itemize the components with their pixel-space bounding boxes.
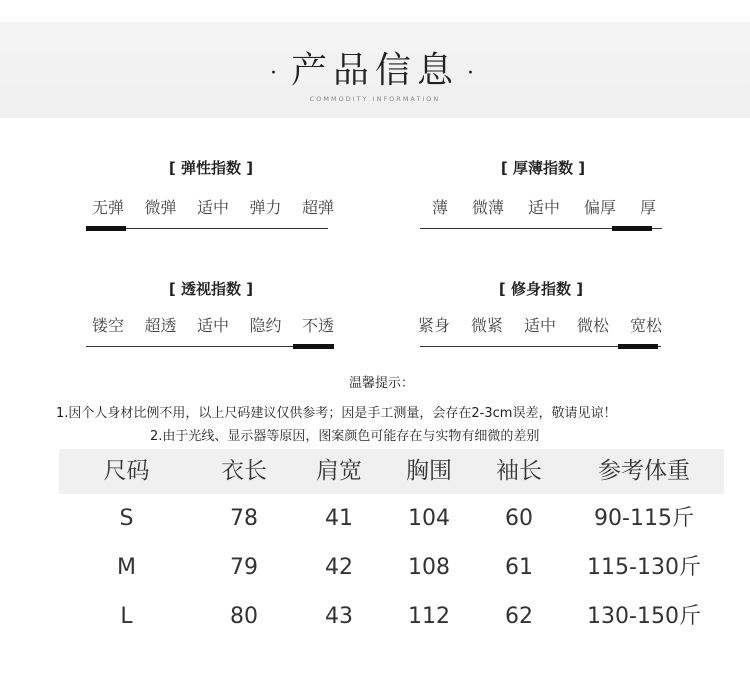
table-cell: 130-150斤 — [587, 604, 701, 629]
table-cell: S — [119, 506, 134, 531]
page-title — [0, 42, 750, 93]
scale-label: 薄 — [432, 198, 449, 217]
scale-title: [ 厚薄指数 ] — [500, 159, 586, 177]
scale-title: [ 修身指数 ] — [498, 280, 584, 298]
table-cell: 104 — [408, 506, 450, 531]
column-header: 参考体重 — [598, 458, 690, 484]
scale-label: 微弹 — [144, 198, 177, 217]
table-header-row — [59, 449, 724, 494]
table-cell: 78 — [230, 506, 258, 531]
title-dot-left: · — [269, 60, 283, 86]
table-cell: 62 — [505, 604, 533, 629]
size-table — [59, 449, 724, 641]
table-cell: 108 — [408, 555, 450, 580]
scale-selected-marker — [612, 226, 652, 231]
table-cell: 80 — [230, 604, 258, 629]
table-cell: M — [117, 555, 136, 580]
notes-line: 2.由于光线、显示器等原因，图案颜色可能存在与实物有细微的差别 — [150, 429, 540, 444]
scale-label: 不透 — [301, 316, 334, 335]
column-header: 尺码 — [103, 458, 150, 484]
table-cell: 61 — [505, 555, 533, 580]
scale-selected-marker — [618, 344, 658, 349]
table-cell: 60 — [505, 506, 533, 531]
table-cell: L — [120, 604, 133, 629]
scale-title: [ 弹性指数 ] — [168, 159, 254, 177]
notes-heading: 温馨提示： — [349, 376, 415, 391]
title-dot-right: · — [467, 60, 480, 86]
notes-line: 1.因个人身材比例不用，以上尺码建议仅供参考；因是手工测量，会存在2-3cm误差，敬请见谅！ — [56, 406, 617, 421]
table-cell: 90-115斤 — [594, 506, 694, 531]
table-row — [59, 592, 724, 641]
table-cell: 115-130斤 — [587, 555, 701, 580]
scale-label: 微松 — [576, 316, 609, 335]
scale-label: 偏厚 — [583, 198, 616, 217]
scale-labels — [86, 195, 336, 218]
scale-label: 超透 — [144, 316, 177, 335]
scale-label: 镂空 — [92, 316, 125, 335]
column-header: 袖长 — [496, 458, 542, 484]
table-row — [59, 494, 724, 543]
scale-labels — [86, 313, 336, 336]
scale-label: 适中 — [196, 316, 229, 335]
scale-labels — [416, 313, 666, 336]
table-cell: 43 — [325, 604, 353, 629]
scale-label: 弹力 — [249, 198, 282, 217]
table-cell: 112 — [408, 604, 450, 629]
scale-label: 微薄 — [471, 198, 504, 217]
scale-label: 无弹 — [92, 198, 125, 217]
scale-label: 隐约 — [249, 316, 282, 335]
scale-label: 适中 — [196, 198, 229, 217]
table-cell: 41 — [325, 506, 353, 531]
table-cell: 79 — [230, 555, 258, 580]
page-subtitle: COMMODITY INFORMATION — [309, 95, 441, 103]
scale-label: 厚 — [639, 198, 656, 217]
scale-selected-marker — [293, 344, 334, 349]
scale-label: 超弹 — [301, 198, 334, 217]
column-header: 肩宽 — [316, 458, 362, 484]
table-cell: 42 — [325, 555, 353, 580]
scale-label: 适中 — [527, 198, 560, 217]
title-text: 产品信息 — [290, 50, 459, 91]
scale-label: 适中 — [523, 316, 556, 335]
column-header: 胸围 — [406, 458, 452, 484]
scale-labels — [418, 195, 668, 218]
scale-label: 微紧 — [470, 316, 503, 335]
scale-selected-marker — [86, 226, 126, 231]
column-header: 衣长 — [221, 458, 267, 484]
scale-label: 紧身 — [418, 316, 451, 335]
scale-label: 宽松 — [629, 316, 662, 335]
table-row — [59, 543, 724, 592]
header-banner — [0, 22, 750, 118]
scale-title: [ 透视指数 ] — [168, 280, 254, 298]
